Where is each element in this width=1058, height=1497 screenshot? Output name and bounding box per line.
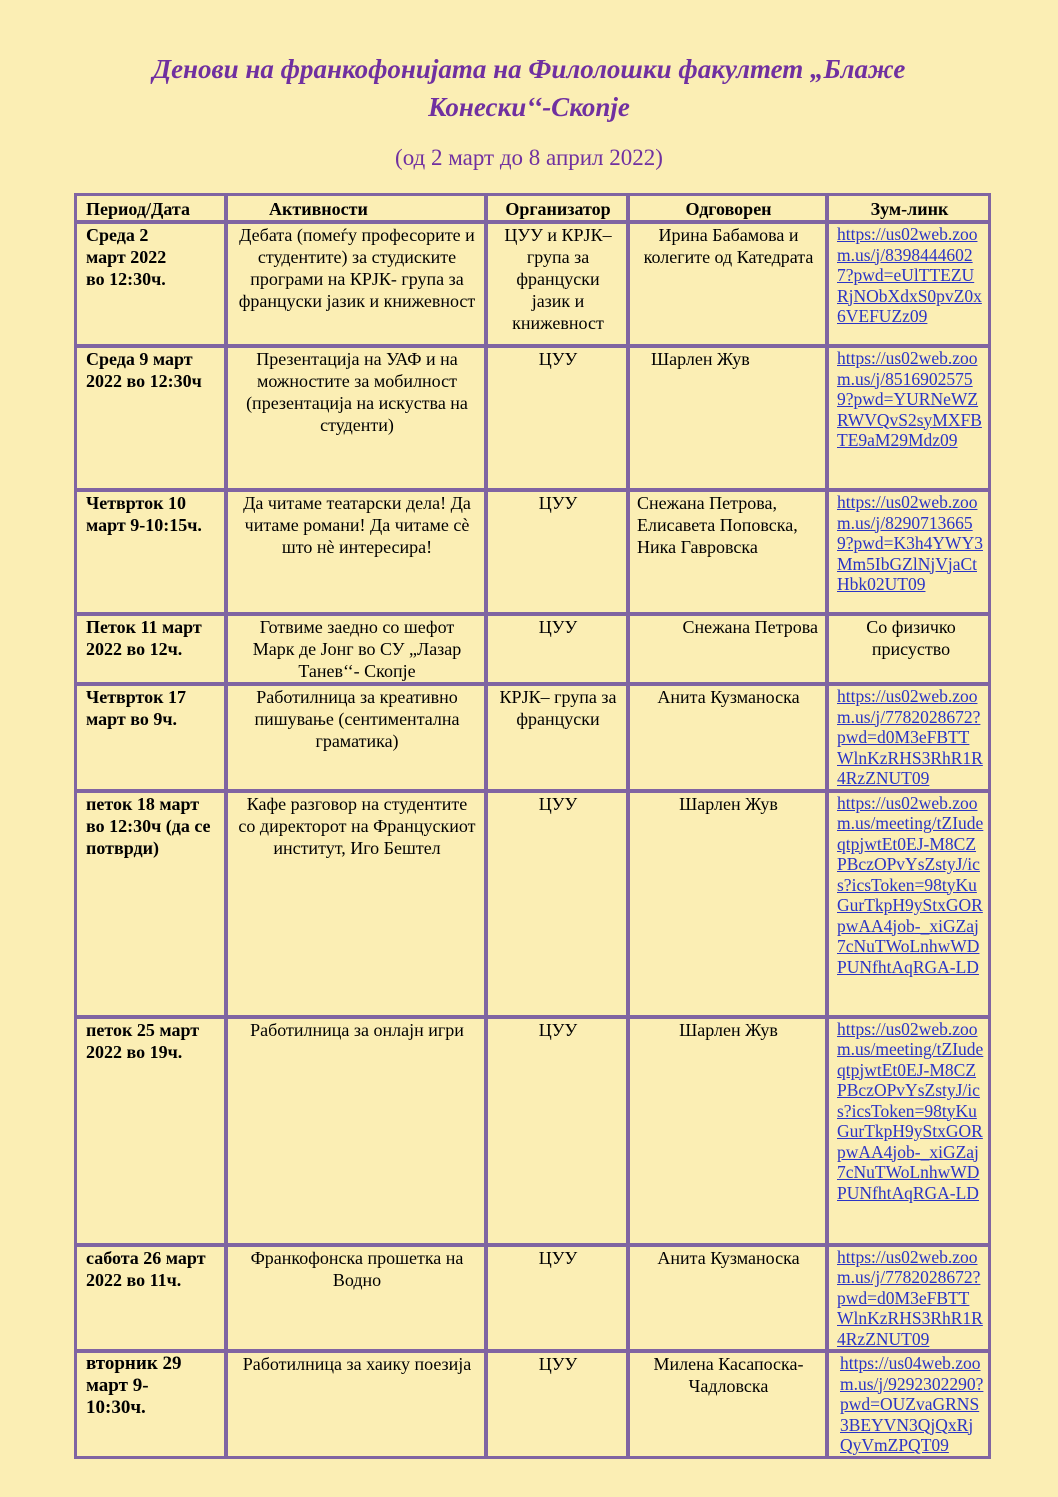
- row-organizer: ЦУУ: [486, 1017, 628, 1245]
- table-row: [75, 1245, 990, 1352]
- row-responsible: Шарлен Жув: [628, 346, 827, 490]
- table-row: [75, 684, 990, 791]
- row-organizer: КРЈК– група за француски: [486, 684, 628, 791]
- zoom-link[interactable]: https://us02web.zoom.us/j/7782028672?pwd=d0M3eFBTTWlnKzRHS3RhR1R4RzZNUT09: [837, 1246, 983, 1349]
- physical-presence-note: Со физичко присуство: [866, 617, 956, 659]
- table-row: [75, 346, 990, 490]
- row-zoom-cell: [827, 346, 990, 490]
- row-date: Среда 9 март 2022 во 12:30ч: [75, 346, 226, 490]
- header-activity: Активности: [226, 194, 486, 222]
- row-activity: Работилница за хаику поезија: [226, 1351, 486, 1458]
- header-date: Период/Дата: [75, 194, 226, 222]
- row-date: вторник 29 март 9-10:30ч.: [75, 1351, 226, 1458]
- table-row: [75, 1351, 990, 1458]
- row-responsible: Милена Касапоска-Чадловска: [628, 1351, 827, 1458]
- schedule-table: [74, 193, 991, 1459]
- title-line-1: Денови на франкофонијата на Филолошки факултет „Блаже: [152, 54, 906, 84]
- table-row: [75, 490, 990, 614]
- row-activity: Работилница за креативно пишување (сентиментална граматика): [226, 684, 486, 791]
- row-date: Четврток 10 март 9-10:15ч.: [75, 490, 226, 614]
- row-responsible: Ирина Бабамова и колегите од Катедрата: [628, 222, 827, 346]
- row-responsible: Шарлен Жув: [628, 791, 827, 1017]
- row-activity: Презентација на УАФ и на можностите за мобилност (презентација на искуства на студенти): [226, 346, 486, 490]
- row-date: сабота 26 март 2022 во 11ч.: [75, 1245, 226, 1352]
- row-date: петок 25 март 2022 во 19ч.: [75, 1017, 226, 1245]
- row-activity: Кафе разговор на студентите со директорот на Францускиот институт, Иго Бештел: [226, 791, 486, 1017]
- header-responsible: Одговорен: [628, 194, 827, 222]
- row-responsible: Анита Кузманоска: [628, 684, 827, 791]
- table-row: [75, 222, 990, 346]
- row-organizer: ЦУУ: [486, 614, 628, 684]
- row-zoom-cell: [827, 490, 990, 614]
- row-organizer: ЦУУ: [486, 490, 628, 614]
- title-line-2: Конески‘‘-Скопје: [428, 92, 630, 122]
- zoom-link[interactable]: https://us02web.zoom.us/j/85169025759?pwd=YURNeWZRWVQvS2syMXFBTE9aM29Mdz09: [837, 348, 982, 450]
- header-organizer: Организатор: [486, 194, 628, 222]
- row-responsible: Анита Кузманоска: [628, 1245, 827, 1352]
- row-activity: Франкофонска прошетка на Водно: [226, 1245, 486, 1352]
- row-organizer: ЦУУ: [486, 1245, 628, 1352]
- row-organizer: ЦУУ: [486, 346, 628, 490]
- table-header-row: [75, 194, 990, 222]
- row-zoom-cell: [827, 791, 990, 1017]
- zoom-link[interactable]: https://us04web.zoom.us/j/9292302290?pwd=OUZvaGRNS3BEYVN3QjQxRjQyVmZPQT09: [840, 1353, 984, 1455]
- zoom-link[interactable]: https://us02web.zoom.us/j/83984446027?pwd=eUlTTEZURjNObXdxS0pvZ0x6VEFUZz09: [837, 224, 982, 326]
- zoom-link[interactable]: https://us02web.zoom.us/j/82907136659?pwd=K3h4YWY3Mm5IbGZlNjVjaCtHbk02UT09: [837, 492, 983, 594]
- row-date: Среда 2 март 2022 во 12:30ч.: [75, 222, 226, 346]
- row-responsible: Снежана Петрова, Елисавета Поповска, Ника Гавровска: [628, 490, 827, 614]
- row-responsible: Шарлен Жув: [628, 1017, 827, 1245]
- row-organizer: ЦУУ: [486, 1351, 628, 1458]
- row-date: Петок 11 март 2022 во 12ч.: [75, 614, 226, 684]
- table-row: [75, 791, 990, 1017]
- row-activity: Готвиме заедно со шефот Марк де Јонг во СУ „Лазар Танев‘‘- Скопје: [226, 614, 486, 684]
- zoom-link[interactable]: https://us02web.zoom.us/j/7782028672?pwd=d0M3eFBTTWlnKzRHS3RhR1R4RzZNUT09: [837, 686, 983, 788]
- row-date: петок 18 март во 12:30ч (да се потврди): [75, 791, 226, 1017]
- page-title: [60, 50, 998, 126]
- row-responsible: Снежана Петрова: [628, 614, 827, 684]
- row-zoom-cell: [827, 1245, 990, 1352]
- row-zoom-cell: [827, 1351, 990, 1458]
- row-organizer: ЦУУ: [486, 791, 628, 1017]
- row-activity: Работилница за онлајн игри: [226, 1017, 486, 1245]
- row-zoom-cell: [827, 684, 990, 791]
- row-organizer: ЦУУ и КРЈК–група за француски јазик и книжевност: [486, 222, 628, 346]
- table-row: [75, 614, 990, 684]
- row-zoom-cell: [827, 614, 990, 684]
- date-range-subtitle: (од 2 март до 8 април 2022): [395, 145, 663, 170]
- row-zoom-cell: [827, 1017, 990, 1245]
- zoom-link[interactable]: https://us02web.zoom.us/meeting/tZIudeqtpjwtEt0EJ-M8CZPBczOPvYsZstyJ/ics?icsToken=98tyKuGurTkpH9yStxGORpwAA4job-_xiGZaj7cNuTWoLnhwWDPUNfhtAqRGA-LD: [837, 1018, 984, 1203]
- header-zoom-link: Зум-линк: [827, 194, 990, 222]
- row-activity: Да читаме театарски дела! Да читаме романи! Да читаме сè што нè интересира!: [226, 490, 486, 614]
- table-row: [75, 1017, 990, 1245]
- row-date: Четврток 17 март во 9ч.: [75, 684, 226, 791]
- row-zoom-cell: [827, 222, 990, 346]
- row-activity: Дебата (помеѓу професорите и студентите) за студиските програми на КРЈК- група за француски јазик и книжевност: [226, 222, 486, 346]
- zoom-link[interactable]: https://us02web.zoom.us/meeting/tZIudeqtpjwtEt0EJ-M8CZPBczOPvYsZstyJ/ics?icsToken=98tyKuGurTkpH9yStxGORpwAA4job-_xiGZaj7cNuTWoLnhwWDPUNfhtAqRGA-LD: [837, 792, 984, 977]
